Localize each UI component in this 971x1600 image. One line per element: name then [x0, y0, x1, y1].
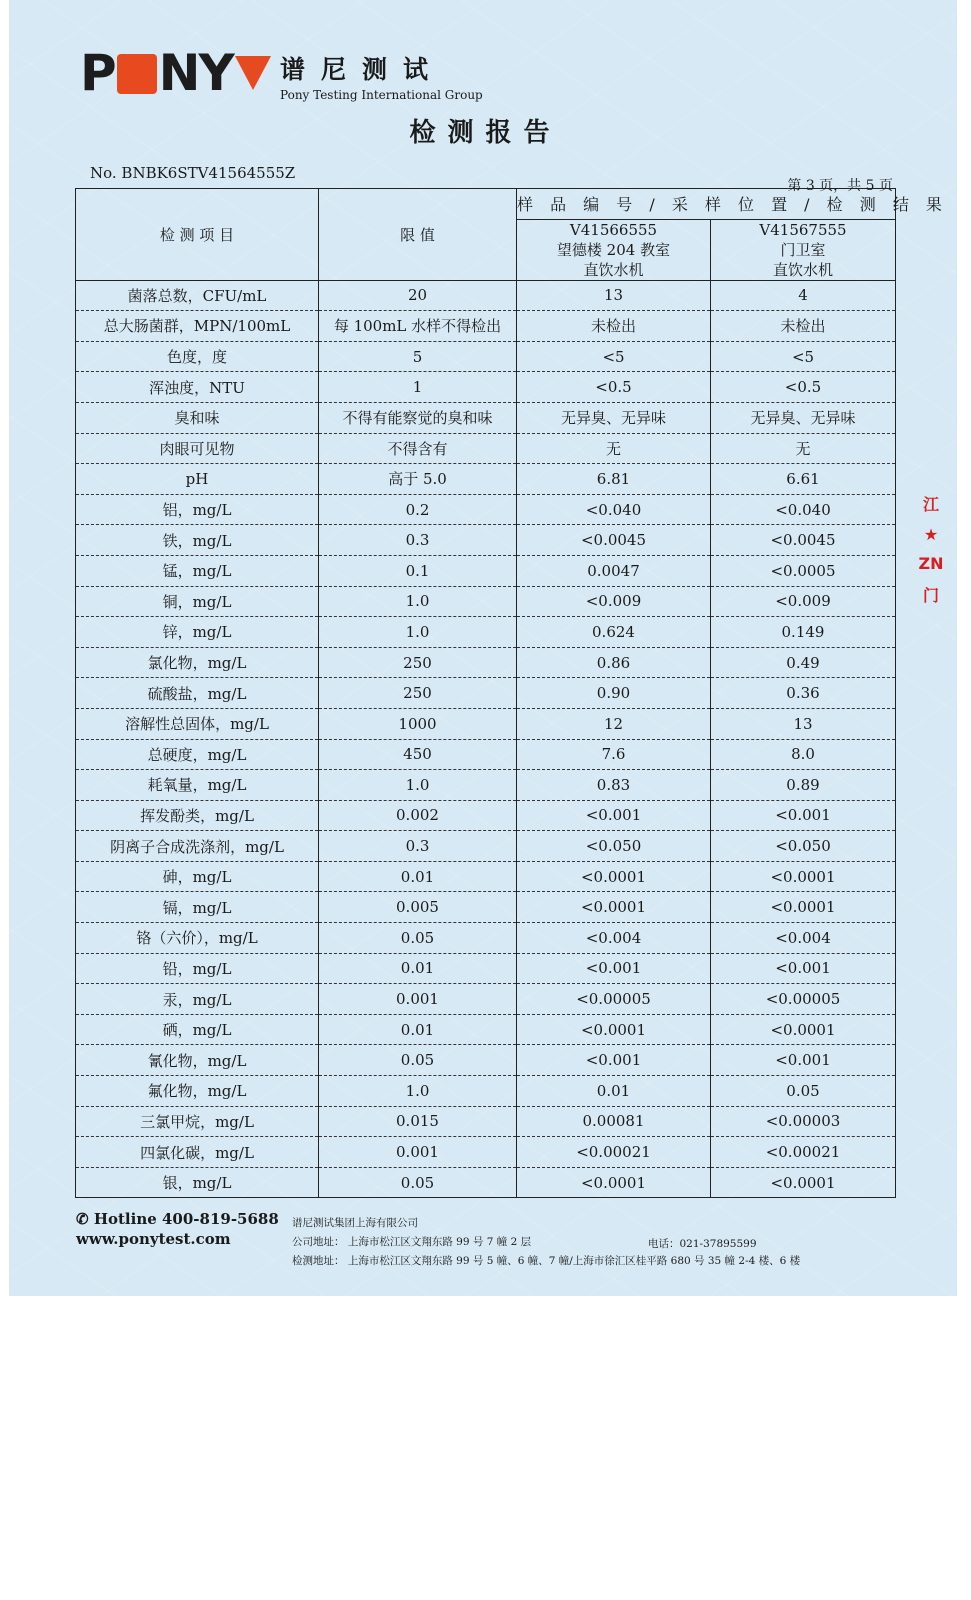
cell-limit: 0.05 — [319, 923, 517, 954]
table-row — [76, 494, 896, 525]
table-row — [76, 280, 896, 311]
table-row — [76, 525, 896, 556]
cell-r1: 0.0047 — [517, 555, 711, 586]
cell-r2: <0.050 — [711, 831, 896, 862]
sample-id: V41567555 — [759, 220, 847, 239]
website: www.ponytest.com — [76, 1230, 231, 1248]
cell-r2: <0.0005 — [711, 555, 896, 586]
cell-item: 臭和味 — [76, 402, 319, 433]
cell-limit: 不得含有 — [319, 433, 517, 464]
cell-item: 锰，mg/L — [76, 555, 319, 586]
cell-limit: 0.05 — [319, 1045, 517, 1076]
sample-type: 直饮水机 — [772, 260, 833, 279]
cell-r2: 0.36 — [711, 678, 896, 709]
cell-r1: 无 — [517, 433, 711, 464]
cell-r2: <0.0001 — [711, 892, 896, 923]
cell-r2: <0.004 — [711, 923, 896, 954]
cell-r2: <0.5 — [711, 372, 896, 403]
cell-item: 铝，mg/L — [76, 494, 319, 525]
sample-header-2 — [711, 219, 896, 280]
cell-r2: 0.05 — [711, 1076, 896, 1107]
cell-r2: <0.009 — [711, 586, 896, 617]
table-row — [76, 1045, 896, 1076]
document-title: 检测报告 — [409, 118, 562, 148]
cell-r2: 0.149 — [711, 617, 896, 648]
cell-limit: 0.2 — [319, 494, 517, 525]
cell-r2: 13 — [711, 708, 896, 739]
cell-r1: <0.004 — [517, 923, 711, 954]
cell-limit: 1.0 — [319, 586, 517, 617]
cell-r1: <0.0001 — [517, 892, 711, 923]
cell-limit: 0.01 — [319, 953, 517, 984]
cell-item: 硫酸盐，mg/L — [76, 678, 319, 709]
cell-item: 总硬度，mg/L — [76, 739, 319, 770]
cell-r2: <0.00005 — [711, 984, 896, 1015]
cell-r2: <0.0001 — [711, 861, 896, 892]
table-row — [76, 617, 896, 648]
cell-r1: 0.624 — [517, 617, 711, 648]
table-row — [76, 372, 896, 403]
cell-r2: <0.00003 — [711, 1106, 896, 1137]
table-row — [76, 433, 896, 464]
cell-item: 阴离子合成洗涤剂，mg/L — [76, 831, 319, 862]
cell-limit: 每 100mL 水样不得检出 — [319, 311, 517, 342]
cell-r2: 6.61 — [711, 464, 896, 495]
table-row — [76, 984, 896, 1015]
cell-limit: 0.015 — [319, 1106, 517, 1137]
table-row — [76, 892, 896, 923]
cell-item: 色度，度 — [76, 341, 319, 372]
table-row — [76, 739, 896, 770]
cell-r1: <0.001 — [517, 1045, 711, 1076]
page-indicator: 第 3 页，共 5 页 — [787, 178, 893, 194]
table-row — [76, 831, 896, 862]
table-row — [76, 586, 896, 617]
cell-r1: 6.81 — [517, 464, 711, 495]
cell-item: 总大肠菌群，MPN/100mL — [76, 311, 319, 342]
table-row — [76, 1014, 896, 1045]
cell-r1: 13 — [517, 280, 711, 311]
cell-limit: 0.01 — [319, 1014, 517, 1045]
header-samples: 样 品 编 号 / 采 样 位 置 / 检 测 结 果 — [517, 189, 896, 220]
table-row — [76, 555, 896, 586]
cell-r2: 未检出 — [711, 311, 896, 342]
cell-limit: 1 — [319, 372, 517, 403]
cell-item: 氯化物，mg/L — [76, 647, 319, 678]
cell-r1: 0.00081 — [517, 1106, 711, 1137]
table-row — [76, 953, 896, 984]
brand-block — [280, 50, 483, 102]
cell-limit: 0.005 — [319, 892, 517, 923]
cell-limit: 0.001 — [319, 984, 517, 1015]
cell-item: 镉，mg/L — [76, 892, 319, 923]
cell-limit: 0.1 — [319, 555, 517, 586]
table-row — [76, 861, 896, 892]
cell-r1: <0.050 — [517, 831, 711, 862]
cell-item: 锌，mg/L — [76, 617, 319, 648]
cell-r1: <0.001 — [517, 953, 711, 984]
cell-item: 铁，mg/L — [76, 525, 319, 556]
cell-limit: 0.05 — [319, 1167, 517, 1198]
cell-item: 耗氧量，mg/L — [76, 770, 319, 801]
cell-limit: 1.0 — [319, 770, 517, 801]
cell-r1: <0.00005 — [517, 984, 711, 1015]
cell-item: 四氯化碳，mg/L — [76, 1137, 319, 1168]
cell-r2: 0.49 — [711, 647, 896, 678]
cell-r1: <0.040 — [517, 494, 711, 525]
cell-item: 氰化物，mg/L — [76, 1045, 319, 1076]
cell-r1: 未检出 — [517, 311, 711, 342]
sample-type: 直饮水机 — [583, 260, 644, 279]
cell-limit: 20 — [319, 280, 517, 311]
logo-mark: P NY — [80, 44, 233, 102]
cell-item: 银，mg/L — [76, 1167, 319, 1198]
cell-r1: <0.0001 — [517, 1014, 711, 1045]
results-body — [76, 280, 896, 1198]
cell-r1: <0.001 — [517, 800, 711, 831]
test-address: 检测地址： 上海市松江区文翔东路 99 号 5 幢、6 幢、7 幢/上海市徐汇区桂平路 680 号 35 幢 2-4 楼、6 楼 — [292, 1255, 801, 1267]
cell-item: 硒，mg/L — [76, 1014, 319, 1045]
cell-item: 汞，mg/L — [76, 984, 319, 1015]
company-address: 公司地址： 上海市松江区文翔东路 99 号 7 幢 2 层 — [292, 1236, 532, 1248]
cell-item: 铅，mg/L — [76, 953, 319, 984]
cell-limit: 1000 — [319, 708, 517, 739]
cell-r1: 0.90 — [517, 678, 711, 709]
cell-limit: 250 — [319, 647, 517, 678]
cell-r1: <0.0045 — [517, 525, 711, 556]
company-phone: 电话：021-37895599 — [648, 1238, 757, 1250]
sample-id: V41566555 — [569, 220, 658, 239]
header-item: 检 测 项 目 — [76, 189, 319, 281]
cell-r2: <0.0001 — [711, 1167, 896, 1198]
cell-r2: <5 — [711, 341, 896, 372]
cell-item: pH — [76, 464, 319, 495]
cell-item: 砷，mg/L — [76, 861, 319, 892]
cell-item: 挥发酚类，mg/L — [76, 800, 319, 831]
phone-circle-icon: ✆ — [76, 1210, 89, 1228]
logo-triangle-icon — [235, 56, 271, 90]
cell-r1: 0.01 — [517, 1076, 711, 1107]
cell-limit: 0.3 — [319, 525, 517, 556]
table-row — [76, 464, 896, 495]
cell-r2: <0.001 — [711, 953, 896, 984]
cell-r2: <0.00021 — [711, 1137, 896, 1168]
cell-item: 溶解性总固体，mg/L — [76, 708, 319, 739]
table-row — [76, 1076, 896, 1107]
cell-limit: 0.01 — [319, 861, 517, 892]
cell-limit: 450 — [319, 739, 517, 770]
sample-header-1 — [517, 219, 711, 280]
cell-r2: 无异臭、无异味 — [711, 402, 896, 433]
hotline: ✆ Hotline 400-819-5688 — [76, 1210, 279, 1228]
table-row — [76, 1167, 896, 1198]
cell-item: 浑浊度，NTU — [76, 372, 319, 403]
table-row — [76, 923, 896, 954]
cell-r1: <0.0001 — [517, 861, 711, 892]
table-row — [76, 1106, 896, 1137]
company-name: 谱尼测试集团上海有限公司 — [292, 1217, 418, 1229]
cell-r2: 8.0 — [711, 739, 896, 770]
cell-r2: <0.0001 — [711, 1014, 896, 1045]
sample-location: 门卫室 — [780, 240, 826, 259]
footer-contact — [76, 1210, 279, 1248]
cell-r1: <0.00021 — [517, 1137, 711, 1168]
pony-logo — [80, 44, 271, 102]
cell-limit: 高于 5.0 — [319, 464, 517, 495]
cell-limit: 250 — [319, 678, 517, 709]
header-limit: 限 值 — [319, 189, 517, 281]
table-row — [76, 678, 896, 709]
cell-r1: 0.83 — [517, 770, 711, 801]
cell-r2: <0.001 — [711, 800, 896, 831]
brand-name-en: Pony Testing International Group — [280, 88, 483, 102]
cell-r1: <0.0001 — [517, 1167, 711, 1198]
cell-r1: 12 — [517, 708, 711, 739]
cell-r2: <0.0045 — [711, 525, 896, 556]
table-row — [76, 311, 896, 342]
cell-item: 菌落总数，CFU/mL — [76, 280, 319, 311]
cell-item: 铜，mg/L — [76, 586, 319, 617]
table-row — [76, 770, 896, 801]
table-row — [76, 1137, 896, 1168]
cell-item: 铬（六价），mg/L — [76, 923, 319, 954]
cell-limit: 0.3 — [319, 831, 517, 862]
table-row — [76, 402, 896, 433]
cell-item: 三氯甲烷，mg/L — [76, 1106, 319, 1137]
cell-limit: 1.0 — [319, 617, 517, 648]
cell-r2: 无 — [711, 433, 896, 464]
cell-limit: 0.002 — [319, 800, 517, 831]
cell-limit: 不得有能察觉的臭和味 — [319, 402, 517, 433]
report-number: No. BNBK6STV41564555Z — [90, 164, 296, 182]
table-row — [76, 647, 896, 678]
cell-r2: 0.89 — [711, 770, 896, 801]
cell-r2: 4 — [711, 280, 896, 311]
cell-r1: 0.86 — [517, 647, 711, 678]
sample-location: 望德楼 204 教室 — [556, 240, 671, 259]
table-row — [76, 341, 896, 372]
cell-limit: 1.0 — [319, 1076, 517, 1107]
brand-name-cn: 谱尼测试 — [280, 55, 445, 84]
cell-r2: <0.040 — [711, 494, 896, 525]
table-row — [76, 800, 896, 831]
cell-limit: 0.001 — [319, 1137, 517, 1168]
cell-r2: <0.001 — [711, 1045, 896, 1076]
red-seal-stamp: 江 ★ ZN 门 — [918, 495, 944, 605]
cell-item: 肉眼可见物 — [76, 433, 319, 464]
cell-r1: <0.009 — [517, 586, 711, 617]
cell-item: 氟化物，mg/L — [76, 1076, 319, 1107]
cell-limit: 5 — [319, 341, 517, 372]
cell-r1: 7.6 — [517, 739, 711, 770]
table-row — [76, 708, 896, 739]
cell-r1: <5 — [517, 341, 711, 372]
cell-r1: 无异臭、无异味 — [517, 402, 711, 433]
cell-r1: <0.5 — [517, 372, 711, 403]
